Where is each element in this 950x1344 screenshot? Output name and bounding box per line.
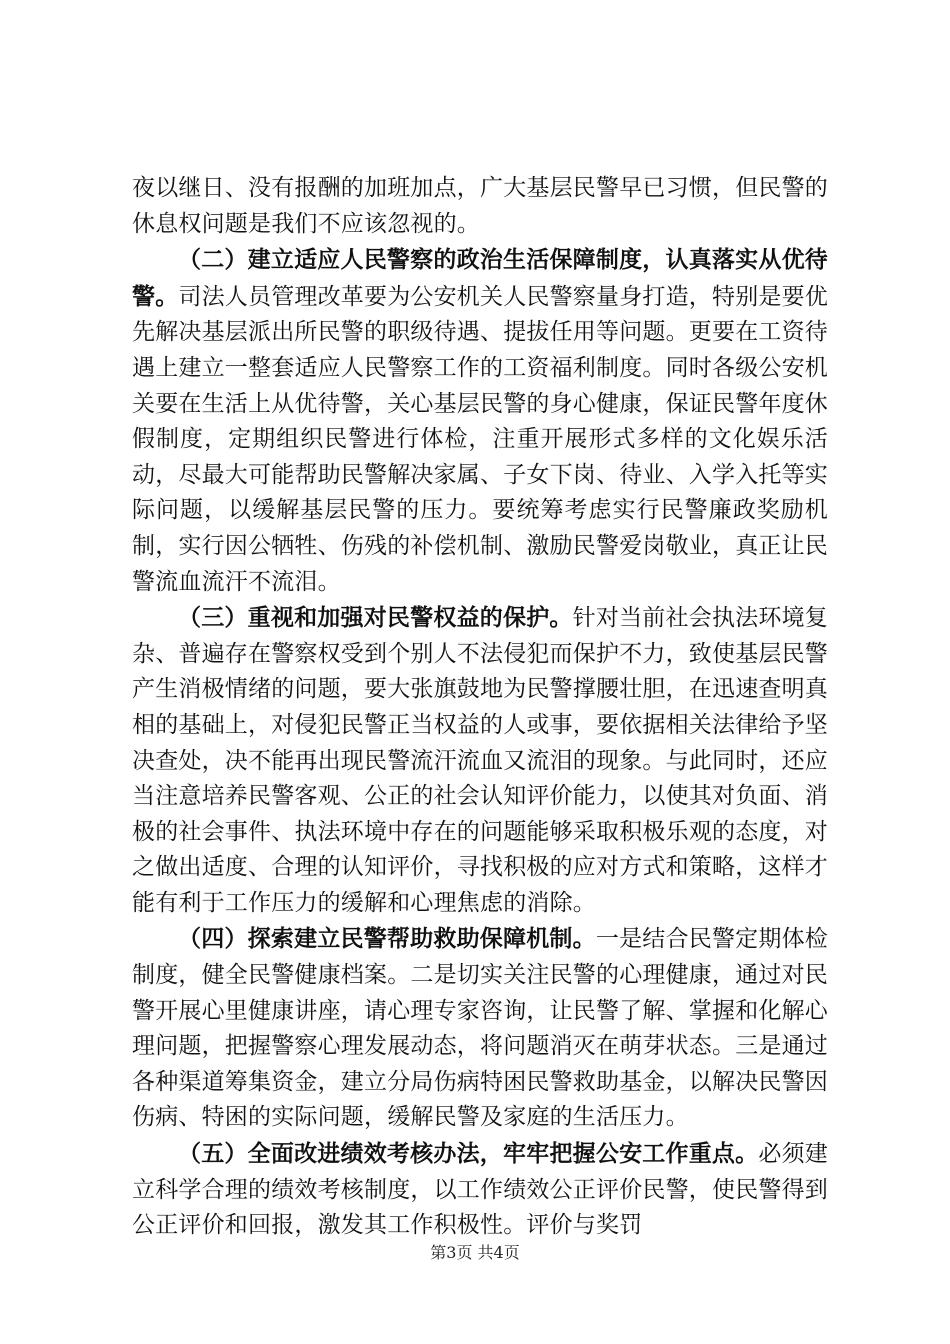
paragraph-3 <box>132 600 828 921</box>
paragraph-4-heading: （四）探索建立民警帮助救助保障机制。 <box>178 925 596 953</box>
paragraph-1 <box>132 170 828 242</box>
page-number-footer: 第3页 共4页 <box>430 1243 520 1262</box>
paragraph-4-text: 一是结合民警定期体检制度，健全民警健康档案。二是切实关注民警的心理健康，通过对民警开展心里健康讲座，请心理专家咨询，让民警了解、掌握和化解心理问题，把握警察心理发展动态，将问题消灭在萌芽状态。三是通过各种渠道筹集资金，建立分局伤病特困民警救助基金，以解决民警因伤病、特困的实际问题，缓解民警及家庭的生活压力。 <box>132 926 829 1131</box>
paragraph-2-heading: （二）建立适应人民警察的政治生活保障制度，认真落实从优待警。 <box>132 246 828 310</box>
paragraph-2 <box>132 242 828 600</box>
paragraph-1-text: 夜以继日、没有报酬的加班加点，广大基层民警早已习惯，但民警的休息权问题是我们不应该忽视的。 <box>132 175 828 237</box>
paragraph-4 <box>132 921 828 1136</box>
paragraph-2-text: 司法人员管理改革要为公安机关人民警察量身打造，特别是要优先解决基层派出所民警的职级待遇、提拔任用等问题。更要在工资待遇上建立一整套适应人民警察工作的工资福利制度。同时各级公安机关要在生活上从优待警，关心基层民警的身心健康，保证民警年度休假制度，定期组织民警进行体检，注重开展形式多样的文化娱乐活动，尽最大可能帮助民警解决家属、子女下岗、待业、入学入托等实际问题，以缓解基层民警的压力。要统筹考虑实行民警廉政奖励机制，实行因公牺牲、伤残的补偿机制、激励民警爱岗敬业，真正让民警流血流汗不流泪。 <box>132 283 829 595</box>
paragraph-3-text: 针对当前社会执法环境复杂、普遍存在警察权受到个别人不法侵犯而保护不力，致使基层民警产生消极情绪的问题，要大张旗鼓地为民警撑腰壮胆，在迅速查明真相的基础上，对侵犯民警正当权益的人或事，要依据相关法律给予坚决查处，决不能再出现民警流汗流血又流泪的现象。与此同时，还应当注意培养民警客观、公正的社会认知评价能力，以使其对负面、消极的社会事件、执法环境中存在的问题能够采取积极乐观的态度，对之做出适度、合理的认知评价，寻找积极的应对方式和策略，这样才能有利于工作压力的缓解和心理焦虑的消除。 <box>132 605 829 916</box>
paragraph-5-heading: （五）全面改进绩效考核办法，牢牢把握公安工作重点。 <box>178 1140 759 1168</box>
paragraph-3-heading: （三）重视和加强对民警权益的保护。 <box>178 604 573 632</box>
paragraph-5 <box>132 1136 828 1244</box>
document-body <box>132 170 828 1244</box>
paragraph-5-text: 必须建立科学合理的绩效考核制度，以工作绩效公正评价民警，使民警得到公正评价和回报，激发其工作积极性。评价与奖罚 <box>132 1141 829 1239</box>
